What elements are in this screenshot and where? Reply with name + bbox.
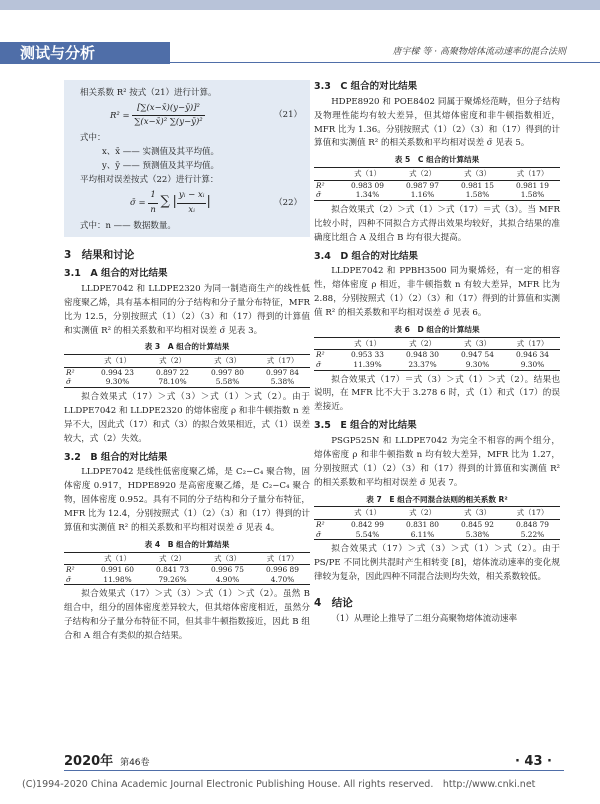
section-3-4-para-2: 拟合效果式（17）＝式（3）＞式（1）＞式（2）。结果也说明，在 MFR 比不大于 3.278 6 时，式（1）和式（17）的误差接近。	[314, 374, 560, 413]
section-3-3-para-2: 拟合效果式（2）＞式（1）＞式（17）＝式（3）。当 MFR 比较小时，四种不同拟合方式得出效果均较好，其拟合结果的准确度比组合 A 及组合 B 均有很大提高。	[314, 204, 560, 243]
eq22-coefficient	[148, 189, 157, 216]
where-n: 式中：n —— 数据数量。	[80, 220, 176, 231]
table-header-cell: 式（17）	[255, 552, 310, 564]
table-header-cell: 式（2）	[395, 168, 450, 180]
table-cell: 4.70%	[270, 574, 295, 584]
table-header-row	[314, 337, 560, 349]
table-row	[314, 530, 560, 540]
table-cell: 1.16%	[410, 190, 435, 200]
table-cell: R²	[316, 180, 325, 190]
table-cell: 0.996 75	[211, 565, 244, 575]
table-cell: 0.947 54	[461, 350, 494, 360]
table-cell: 1.58%	[465, 190, 490, 200]
footer-year: 2020年	[64, 754, 114, 769]
top-decorative-band	[0, 0, 600, 10]
section-3-4-heading: 3.4 D 组合的对比结果	[314, 250, 419, 262]
table-header-cell: 式（1）	[340, 337, 395, 349]
table-cell: 5.38%	[270, 377, 295, 387]
table-cell: 11.98%	[103, 574, 132, 584]
section-3-5-heading: 3.5 E 组合的对比结果	[314, 420, 417, 432]
table-cell: 11.39%	[353, 359, 382, 369]
header-rule	[170, 62, 600, 63]
eq21-lhs: R² =	[110, 111, 130, 122]
table-cell: 0.987 97	[406, 180, 439, 190]
section-3-2-para-1: LLDPE7042 是线性低密度聚乙烯，是 C₂−C₄ 聚合物，固体密度 0.917，HDPE8920 是高密度聚乙烯，是 C₂−C₄ 聚合物，固体密度 0.952。具有不同的分子结构和分子量分布特征，MFR 比为 12.4，分别按照式（1）（2）（3）和（17）得到的计算值和实测值 R² 的相关系数和平均相对误差 σ̄ 见表 4。	[64, 467, 310, 534]
table-row	[314, 350, 560, 360]
table-row	[314, 360, 560, 370]
table-cell: 4.90%	[215, 574, 240, 584]
table-cell: 0.981 15	[461, 180, 494, 190]
formula-box	[64, 80, 310, 237]
table-header-cell: 式（1）	[90, 355, 145, 367]
table-header-row	[64, 355, 310, 367]
table-cell: 0.831 80	[406, 519, 439, 529]
table-header-cell	[64, 552, 90, 564]
running-head: 唐宇樑 等 · 高聚物熔体流动速率的混合法则	[392, 47, 566, 57]
table-header-cell	[314, 507, 340, 519]
table-cell: 0.897 22	[156, 367, 189, 377]
section-3-2-para-2: 拟合效果式（17）＞式（3）＞式（1）＞式（2）。虽然 B 组合中，组分的固体密度差异较大，但其熔体密度相近，虽然分子结构和分子量分布特征不同，但其非牛顿指数接近，因此 B 组合和 A 组合有类似的拟合结果。	[64, 589, 310, 642]
table-7	[314, 506, 560, 540]
section-3-1-heading: 3.1 A 组合的对比结果	[64, 268, 168, 280]
footer-volume: 第46卷	[120, 758, 150, 768]
table-4-caption: 表 4 B 组合的计算结果	[144, 539, 230, 549]
table-cell: 5.38%	[465, 529, 490, 539]
table-row	[64, 367, 310, 377]
table-cell: 0.845 92	[461, 519, 494, 529]
table-cell: σ̄	[316, 359, 322, 369]
where-x: x、x̄ —— 实测值及其平均值。	[102, 147, 219, 158]
table-header-cell: 式（3）	[450, 507, 505, 519]
table-header-row	[314, 507, 560, 519]
eq22-intro: 平均相对误差按式（22）进行计算：	[80, 175, 219, 186]
table-row	[64, 575, 310, 585]
where-y: y、ȳ —— 预测值及其平均值。	[102, 161, 220, 172]
table-header-cell: 式（2）	[395, 507, 450, 519]
table-cell: 6.11%	[410, 529, 435, 539]
eq21-number: （21）	[274, 110, 302, 121]
table-header-cell: 式（2）	[395, 337, 450, 349]
table-cell: 0.997 84	[266, 367, 299, 377]
table-cell: 0.983 09	[351, 180, 384, 190]
eq22-coef-den: n	[150, 204, 156, 215]
table-cell: 0.991 60	[101, 565, 134, 575]
table-cell: 0.996 89	[266, 565, 299, 575]
table-cell: 9.30%	[520, 359, 545, 369]
table-4	[64, 552, 310, 586]
table-cell: 0.848 79	[516, 519, 549, 529]
table-header-cell: 式（1）	[340, 507, 395, 519]
equation-22: σ̄ = $\frac{1}{n}$ ∑ | $\frac{\text{yᵢ − xᵢ}}{\text{xᵢ}}$ | （22）	[80, 189, 302, 216]
table-6	[314, 337, 560, 371]
section-3-1-para-2: 拟合效果式（17）＞式（3）＞式（1）＞式（2）。由于 LLDPE7042 和 LLDPE2320 的熔体密度 ρ 和非牛顿指数 n 差异不大，因此式（17）和式（3）的拟合效果相近，式（1）误差较大，式（2）失效。	[64, 391, 310, 444]
table-row	[64, 565, 310, 575]
footer-rule	[64, 770, 564, 771]
table-row	[64, 377, 310, 387]
table-header-cell: 式（17）	[505, 507, 560, 519]
table-cell: 0.994 23	[101, 367, 134, 377]
page-header	[0, 0, 600, 64]
table-header-cell	[64, 355, 90, 367]
table-cell: 79.26%	[158, 574, 187, 584]
section-3-1-para-1: LLDPE7042 和 LLDPE2320 为同一制造商生产的线性低密度聚乙烯，具有基本相同的分子结构和分子量分布特征，MFR 比为 12.5，分别按照式（1）（2）（3）和（17）得到的计算值和实测值 R² 的相关系数和平均相对误差 σ̄ 见表 3。	[64, 283, 310, 336]
section-3-3-heading: 3.3 C 组合的对比结果	[314, 81, 418, 92]
table-5-caption: 表 5 C 组合的计算结果	[394, 155, 480, 165]
equation-21	[80, 102, 302, 129]
table-cell: 9.30%	[465, 359, 490, 369]
table-header-cell: 式（1）	[90, 552, 145, 564]
table-header-cell: 式（17）	[505, 168, 560, 180]
eq22-sum: ∑	[160, 194, 170, 210]
right-column	[314, 80, 560, 627]
table-6-caption: 表 6 D 组合的计算结果	[394, 325, 480, 335]
eq22-lhs: σ̄ =	[130, 198, 146, 209]
table-cell: σ̄	[316, 190, 322, 200]
table-cell: R²	[66, 565, 75, 575]
section-3-3-para-1: HDPE8920 和 POE8402 同属于聚烯烃范畴，但分子结构及物理性能均有较大差异，但其熔体密度和非牛顿指数相近，MFR 比为 1.36。分别按照式（1）（2）（3）和（17）得到的计算值和实测值 R² 的相关系数和平均相对误差 σ̄ 见表 5。	[314, 96, 560, 149]
table-row	[314, 180, 560, 190]
table-cell: 0.841 73	[156, 565, 189, 575]
table-cell: 5.22%	[520, 529, 545, 539]
table-header-cell: 式（3）	[200, 552, 255, 564]
left-column	[64, 80, 310, 644]
table-header-cell: 式（3）	[450, 168, 505, 180]
table-cell: 0.946 34	[516, 350, 549, 360]
table-cell: 1.34%	[355, 190, 380, 200]
table-5	[314, 167, 560, 201]
table-header-cell: 式（1）	[340, 168, 395, 180]
table-cell: 9.30%	[105, 377, 130, 387]
table-cell: R²	[316, 350, 325, 360]
table-header-cell	[314, 337, 340, 349]
copyright-notice: (C)1994-2020 China Academic Journal Electronic Publishing House. All rights reserved. http://www.cnki.net	[22, 779, 536, 790]
table-header-cell: 式（3）	[450, 337, 505, 349]
eq22-coef-num: 1	[148, 189, 157, 203]
table-header-row	[64, 552, 310, 564]
table-header-cell	[314, 168, 340, 180]
section-banner: 测试与分析	[0, 42, 170, 64]
table-header-cell: 式（2）	[145, 355, 200, 367]
table-cell: σ̄	[66, 574, 72, 584]
table-3	[64, 354, 310, 388]
table-cell: 0.997 80	[211, 367, 244, 377]
table-header-cell: 式（3）	[200, 355, 255, 367]
table-cell: σ̄	[316, 529, 322, 539]
section-3-2-heading: 3.2 B 组合的对比结果	[64, 451, 168, 463]
table-cell: σ̄	[66, 377, 72, 387]
table-header-cell: 式（17）	[255, 355, 310, 367]
table-3-caption: 表 3 A 组合的计算结果	[144, 342, 230, 352]
table-cell: 0.948 30	[406, 350, 439, 360]
section-4-para-1: （1）从理论上推导了二组分高聚物熔体流动速率	[331, 614, 518, 625]
table-row	[314, 190, 560, 200]
eq21-numerator: [∑(x−x̄)(y−ȳ)]²	[132, 102, 204, 116]
table-row	[314, 519, 560, 529]
table-cell: R²	[66, 367, 75, 377]
table-cell: 5.58%	[215, 377, 240, 387]
formula-intro: 相关系数 R² 按式（21）进行计算。	[80, 88, 217, 98]
table-cell: 0.953 33	[351, 350, 384, 360]
section-3-4-para-1: LLDPE7042 和 PPBH3500 同为聚烯烃，有一定的相容性，熔体密度 ρ 相近，非牛顿指数 n 有较大差异，MFR 比为 2.88，分别按照式（1）（2）（3）和（17）得到的计算值和实测值 R² 的相关系数和平均相对误差 σ̄ 见表 6。	[314, 266, 560, 319]
section-4-heading: 4 结论	[314, 596, 353, 609]
eq22-abs-den: xᵢ	[188, 204, 195, 215]
eq21-fraction	[132, 102, 204, 129]
table-cell: 0.842 99	[351, 519, 384, 529]
section-3-5-para-2: 拟合效果式（17）＞式（3）＞式（1）＞式（2）。由于 PS/PE 不同比例共混时产生相转变 [8]，熔体流动速率的变化规律较为复杂，因此四种不同混合法则均失效，相关系数较低。	[314, 544, 560, 583]
table-cell: 23.37%	[408, 359, 437, 369]
table-cell: 1.58%	[520, 190, 545, 200]
eq21-denominator: ∑(x−x̄)² ∑(y−ȳ)²	[134, 117, 203, 128]
eq22-abs-fraction	[177, 189, 207, 216]
table-cell: R²	[316, 519, 325, 529]
table-header-row	[314, 168, 560, 180]
table-header-cell: 式（17）	[505, 337, 560, 349]
where-label: 式中：	[80, 133, 106, 144]
table-cell: 78.10%	[158, 377, 187, 387]
table-7-caption: 表 7 E 组合不同混合法则的相关系数 R²	[366, 494, 508, 504]
table-cell: 0.981 19	[516, 180, 549, 190]
section-3-5-para-1: PSGP525N 和 LLDPE7042 为完全不相容的两个组分，熔体密度 ρ 和非牛顿指数 n 均有较大差异，MFR 比为 1.27，分别按照式（1）（2）（3）和（17）得到的计算值和实测值 R² 的相关系数和平均相对误差 σ̄ 见表 7。	[314, 436, 560, 488]
page-number: · 43 ·	[514, 754, 552, 769]
section-3-heading: 3 结果和讨论	[64, 248, 135, 261]
table-header-cell: 式（2）	[145, 552, 200, 564]
eq22-number: （22）	[274, 197, 302, 208]
eq22-abs-num: yᵢ − xᵢ	[177, 189, 207, 203]
table-cell: 5.54%	[355, 529, 380, 539]
